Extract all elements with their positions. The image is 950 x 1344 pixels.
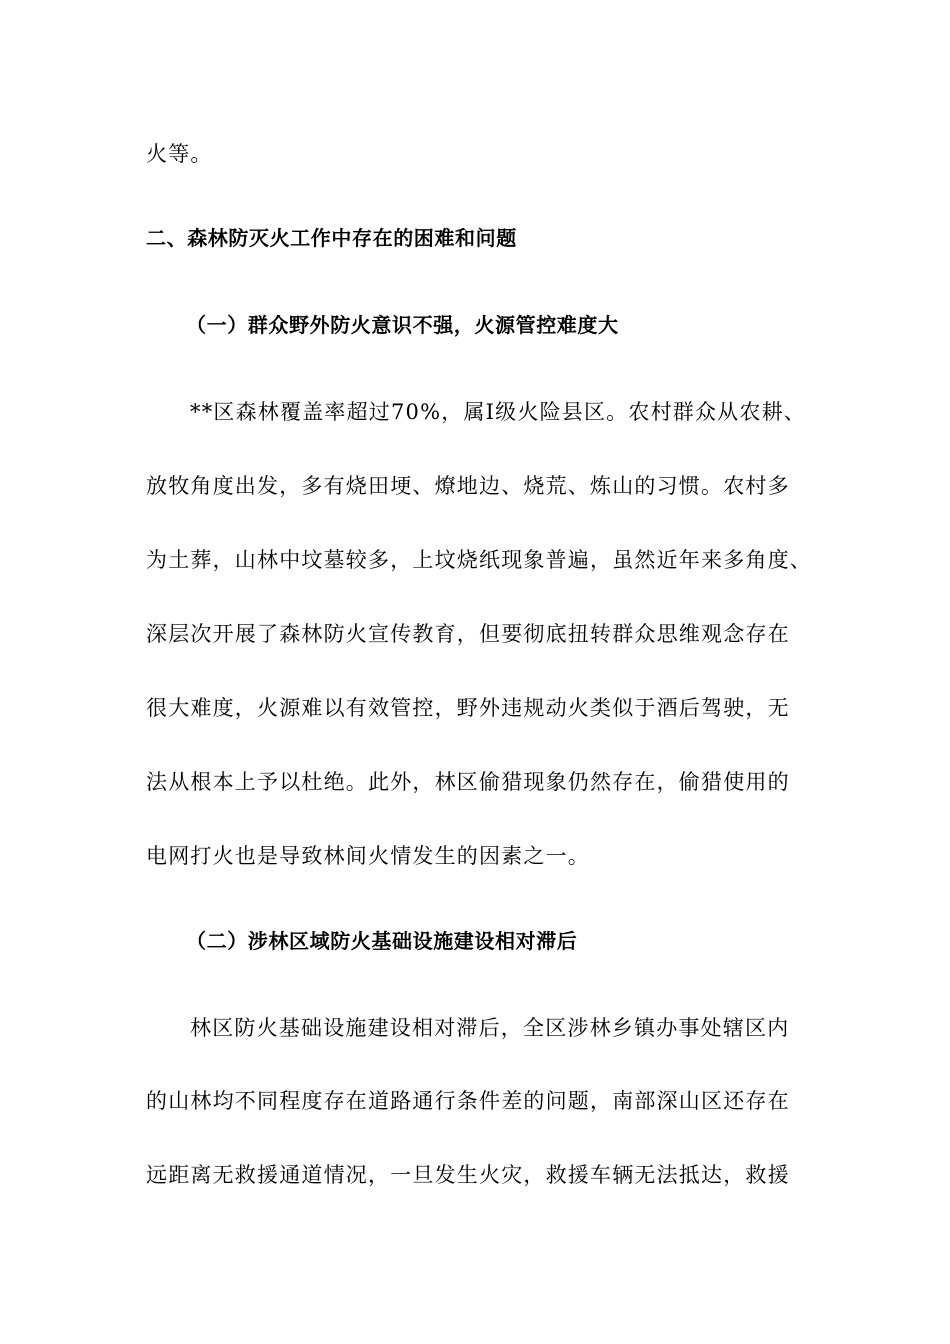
paragraph-1-line-1: **区森林覆盖率超过70%，属Ⅰ级火险县区。农村群众从农耕、 [190,400,806,424]
paragraph-1-line-4: 深层次开展了森林防火宣传教育，但要彻底扭转群众思维观念存在 [146,622,790,646]
paragraph-1-line-7: 电网打火也是导致林间火情发生的因素之一。 [146,844,590,868]
paragraph-2-line-2: 的山林均不同程度存在道路通行条件差的问题，南部深山区还存在 [146,1089,790,1113]
subsection-heading-1: （一）群众野外防火意识不强，火源管控难度大 [186,313,619,337]
paragraph-1-line-6: 法从根本上予以杜绝。此外，林区偷猎现象仍然存在，偷猎使用的 [146,770,790,794]
paragraph-1-line-3: 为土葬，山林中坟墓较多，上坟烧纸现象普遍，虽然近年来多角度、 [146,548,812,572]
paragraph-1-line-5: 很大难度，火源难以有效管控，野外违规动火类似于酒后驾驶，无 [146,696,790,720]
paragraph-line-continued: 火等。 [146,142,213,166]
subsection-heading-2: （二）涉林区域防火基础设施建设相对滞后 [186,929,578,953]
section-heading: 二、森林防灭火工作中存在的困难和问题 [146,226,517,250]
paragraph-2-line-3: 远距离无救援通道情况，一旦发生火灾，救援车辆无法抵达，救援 [146,1163,790,1187]
paragraph-1-line-2: 放牧角度出发，多有烧田埂、燎地边、烧荒、炼山的习惯。农村多 [146,474,790,498]
paragraph-2-line-1: 林区防火基础设施建设相对滞后，全区涉林乡镇办事处辖区内 [190,1016,790,1040]
